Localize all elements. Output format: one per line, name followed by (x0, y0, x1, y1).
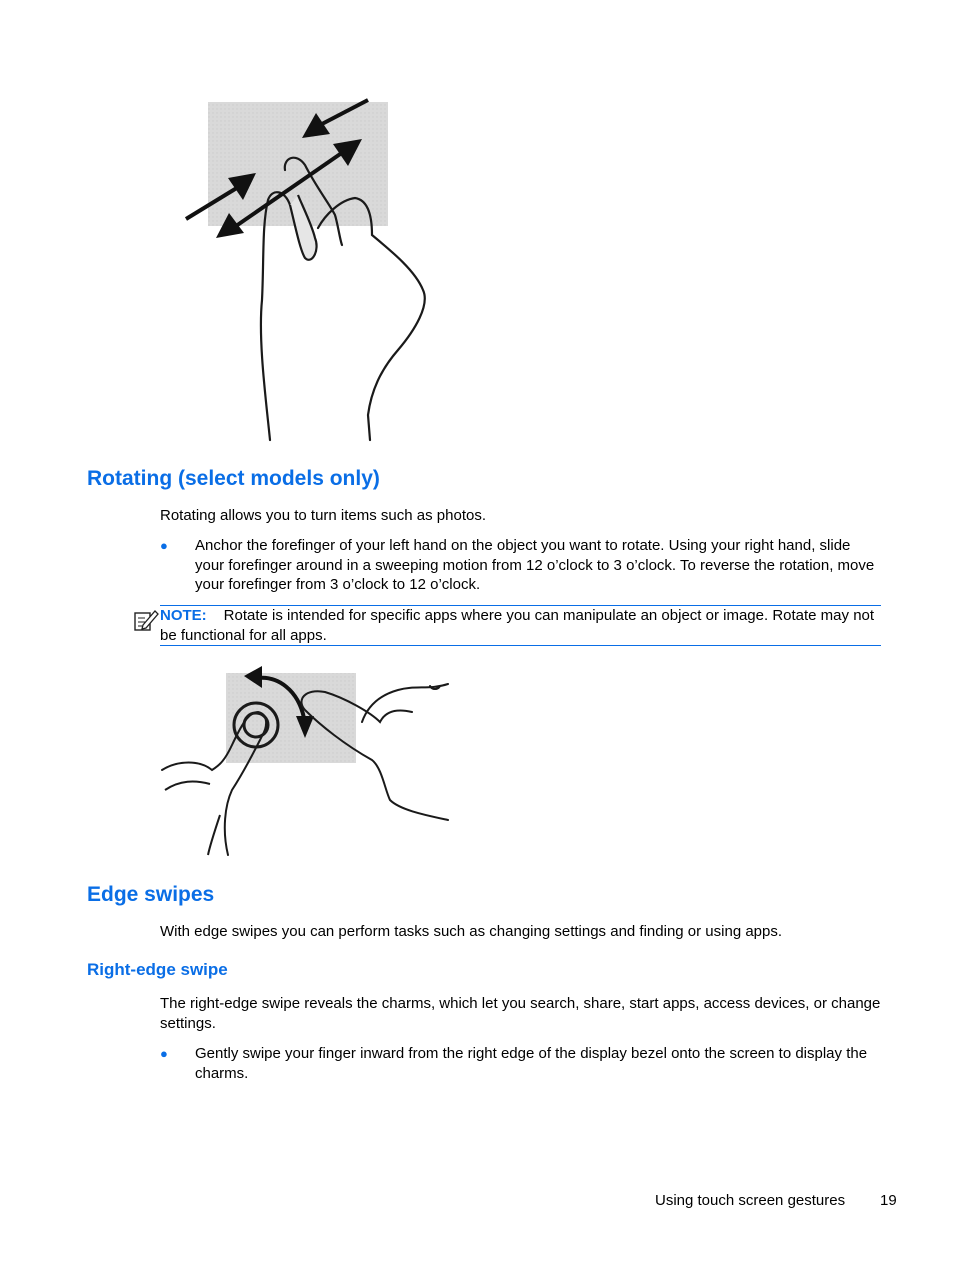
page-number: 19 (880, 1192, 897, 1209)
note-text: Rotate is intended for specific apps where you can manipulate an object or image. Rotate may not be functional for all apps. (160, 607, 875, 644)
bullet-dot-icon: ● (160, 538, 168, 553)
right-edge-bullet: Gently swipe your finger inward from the right edge of the display bezel onto the screen to display the charms. (195, 1045, 868, 1082)
note-pencil-icon (133, 607, 159, 633)
footer-section-title: Using touch screen gestures (655, 1192, 846, 1209)
rotating-bullet: Anchor the forefinger of your left hand on the object you want to rotate. Using your right hand, slide your forefinger around in a sweeping motion from 12 o’clock to 3 o’clock. To reverse the rotation, move your forefinger from 3 o’clock to 12 o’clock. (195, 537, 875, 593)
note-label: NOTE: (160, 607, 207, 624)
note-box (160, 605, 881, 646)
note-content (160, 606, 881, 645)
rotating-heading: Rotating (select models only) (87, 467, 380, 490)
rotate-gesture-illustration (155, 660, 455, 860)
edge-swipes-intro: With edge swipes you can perform tasks such as changing settings and finding or using apps. (160, 923, 783, 940)
rotating-intro: Rotating allows you to turn items such as photos. (160, 507, 487, 524)
bullet-dot-icon: ● (160, 1046, 168, 1061)
right-edge-swipe-heading: Right-edge swipe (87, 960, 228, 979)
right-edge-intro: The right-edge swipe reveals the charms, which let you search, share, start apps, access devices, or change settings. (160, 995, 881, 1032)
pinch-gesture-illustration (175, 95, 440, 445)
edge-swipes-heading: Edge swipes (87, 883, 215, 906)
